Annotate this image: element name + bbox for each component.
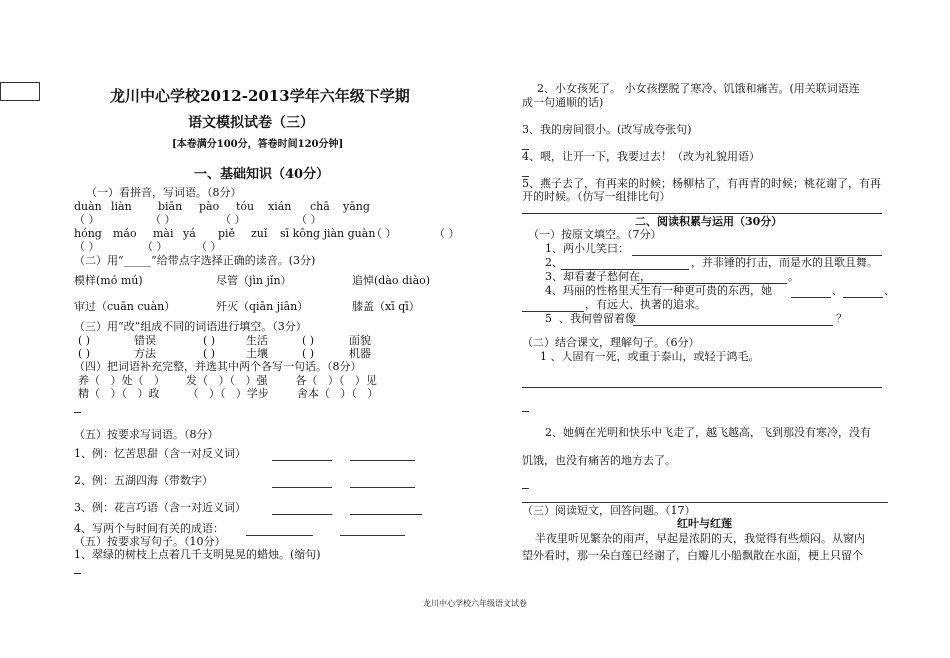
answer-line[interactable] [246,535,313,536]
p2-sentence-2-cont: 饥饿，也没有痛苦的地方去了。 [522,454,676,467]
reading-option: 歼灭（qiān jiān） [216,300,309,313]
answer-bracket[interactable]: （ ） [220,213,246,226]
score-note: [本卷满分100分，答卷时间120分钟] [172,139,344,150]
article-line-2: 望外看时，那一朵白莲已经谢了，白瓣儿小船飘散在水面，梗上只留个 [522,549,863,562]
pinyin: liàn [111,200,132,213]
page-footer: 龙川中心学校六年级语文试卷 [423,599,527,608]
answer-line[interactable] [272,514,332,515]
p2-sentence-1: 1 、人固有一死，或重于泰山，或轻于鸿毛。 [540,350,760,363]
pinyin: yāng [343,200,370,213]
pinyin: tóu [236,200,255,213]
fill-bracket: ( ) [78,347,91,360]
q4-heading: （四）把词语补充完整，并选其中两个各写一句话。（8分） [74,360,362,373]
p1-item-5: 5 、我何曾留着像 [545,312,636,325]
p1-item-4-sep: 、 [884,284,895,297]
answer-bracket[interactable]: （ ） [74,213,100,226]
q5-item-3: 3、例：花言巧语（含一对近义词） [74,501,246,514]
q5-item-2: 2、例：五湖四海（带数字） [74,474,213,487]
pinyin: zuǐ [251,227,268,240]
pinyin: máo [113,227,137,240]
pinyin: mài [153,227,174,240]
answer-line[interactable] [340,535,405,536]
answer-line[interactable] [272,487,332,488]
reading-option: 审过（cuān cuàn） [74,300,176,313]
answer-line[interactable] [522,387,882,388]
q5-item-4: 4、写两个与时间有关的成语： [74,522,224,535]
p1-item-3: 3、却看妻子愁何在， [545,270,651,283]
fill-word: 机器 [349,347,371,360]
fill-bracket: ( ) [302,347,315,360]
article-line-1: 半夜里听见繁杂的雨声，早起是浓阴的天，我觉得有些烦闷。从窗内 [535,532,865,545]
pinyin: sī kōng jiàn guàn [280,227,376,240]
answer-line[interactable] [350,460,415,461]
fill-bracket: ( ) [302,334,315,347]
s2-line-2: 成一句通顺的话) [522,96,604,109]
answer-bracket[interactable]: （ ） [150,213,176,226]
s3: 3、我的房间很小。(改写成夸张句) [522,123,692,136]
exam-title: 龙川中心学校2012-2013学年六年级下学期 [110,87,410,105]
answer-line[interactable] [791,297,831,298]
pinyin: piě [218,227,236,240]
p1-item-4: 4、玛丽的性格里天生有一种更可贵的东西，她 [545,284,772,297]
answer-line[interactable] [633,325,833,326]
q4-row-1: 养（ ）处（ ） 发（ ）（ ）强 各（ ）（ ）见 [78,374,377,387]
q6-sentence-1: 1、翠绿的树枝上点着几千支明晃晃的蜡烛。(缩句) [74,548,321,561]
fill-bracket: ( ) [78,334,91,347]
pinyin: yá [183,227,196,240]
s5-line-1: 5、燕子去了，有再来的时候；杨柳枯了，有再青的时候；桃花谢了，有再 [522,177,881,190]
corner-box [0,82,40,101]
fill-word: 生活 [246,334,268,347]
fill-bracket: ( ) [203,334,216,347]
q2-heading: （二）用“_____”给带点字选择正确的读音。(3分) [74,254,316,267]
reading-option: 模样(mó mú) [74,274,143,287]
answer-line[interactable] [522,502,888,503]
answer-line-mark [74,573,81,574]
article-title: 红叶与红莲 [677,517,732,530]
answer-line-mark [522,488,529,489]
exam-subtitle: 语文模拟试卷（三） [188,115,314,131]
p2-heading: （二）结合课文，理解句子。（6分） [522,336,700,349]
fill-word: 错误 [134,334,156,347]
p3-heading: （三）阅读短文，回答问题。（17） [522,504,696,517]
answer-bracket[interactable]: （ ） [74,240,100,253]
q5-heading: （五）按要求写词语。（8分） [74,428,219,441]
q4-row-2: 精（ ）（ ）政 （ ）（ ）学步 舍本（ ）（ ） [78,387,379,400]
s2-line-1: 2、小女孩死了。 小女孩摆脱了寒冷、饥饿和痛苦。(用关联词语连 [537,82,860,95]
answer-line[interactable] [272,460,332,461]
p2-sentence-2: 2、她俩在光明和快乐中飞走了，越飞越高，飞到那没有寒冷，没有 [545,426,871,439]
s4: 4、喂，让开一下，我要过去！（改为礼貌用语） [522,150,760,163]
p1-heading: （一）按原文填空。（7分） [528,228,662,241]
answer-bracket[interactable]: （ ） [296,213,322,226]
answer-bracket[interactable]: （ ） [196,240,222,253]
answer-line-mark [522,411,529,412]
answer-bracket[interactable]: （ ） [142,240,168,253]
p1-item-4-sep: 、 [832,284,843,297]
s5-line-2: 开的时候。（仿写一组排比句） [522,190,671,203]
q5-item-1: 1、例：忆苦思甜（含一对反义词） [74,447,246,460]
answer-line-mark [74,412,81,413]
answer-line[interactable] [350,487,415,488]
answer-line[interactable] [350,514,422,515]
pinyin: pào [199,200,220,213]
section-1-heading: 一、基础知识（40分） [194,167,330,182]
fill-word: 方法 [134,347,156,360]
p1-item-2-text: ，并非锤的打击，而是水的且歌且舞。 [691,256,878,269]
q6-heading: （五）按要求写句子。（10分） [74,535,226,548]
pinyin: hóng [74,227,102,240]
pinyin: chā [310,200,330,213]
answer-bracket[interactable]: （ ） [371,227,397,240]
fill-word: 土壤 [246,347,268,360]
p1-item-1: 1、两小儿笑曰： [545,242,629,255]
reading-option: 追悼(dào diào) [352,274,431,287]
reading-option: 尽管（jìn jǐn） [216,274,292,287]
fill-word: 面貌 [349,334,371,347]
fill-bracket: ( ) [203,347,216,360]
answer-bracket[interactable]: （ ） [434,227,460,240]
answer-line[interactable] [843,297,883,298]
q1-heading: （一）看拼音，写词语。（8分） [86,186,242,199]
answer-line[interactable] [522,213,882,214]
p1-item-2: 2、 [545,256,563,269]
pinyin: xián [268,200,292,213]
reading-option: 膝盖（xī qī） [352,300,420,313]
section-2-heading: 二、阅读积累与运用（30分） [635,215,783,228]
p1-item-4-end: ，有远大、执著的追求。 [585,298,706,311]
p1-item-5-end: ？ [836,312,847,325]
pinyin: duàn [74,200,102,213]
pinyin: biān [158,200,183,213]
q3-heading: （三）用“改”组成不同的词语进行填空。（3分） [74,320,307,333]
p1-item-3-end: 。 [788,270,799,283]
